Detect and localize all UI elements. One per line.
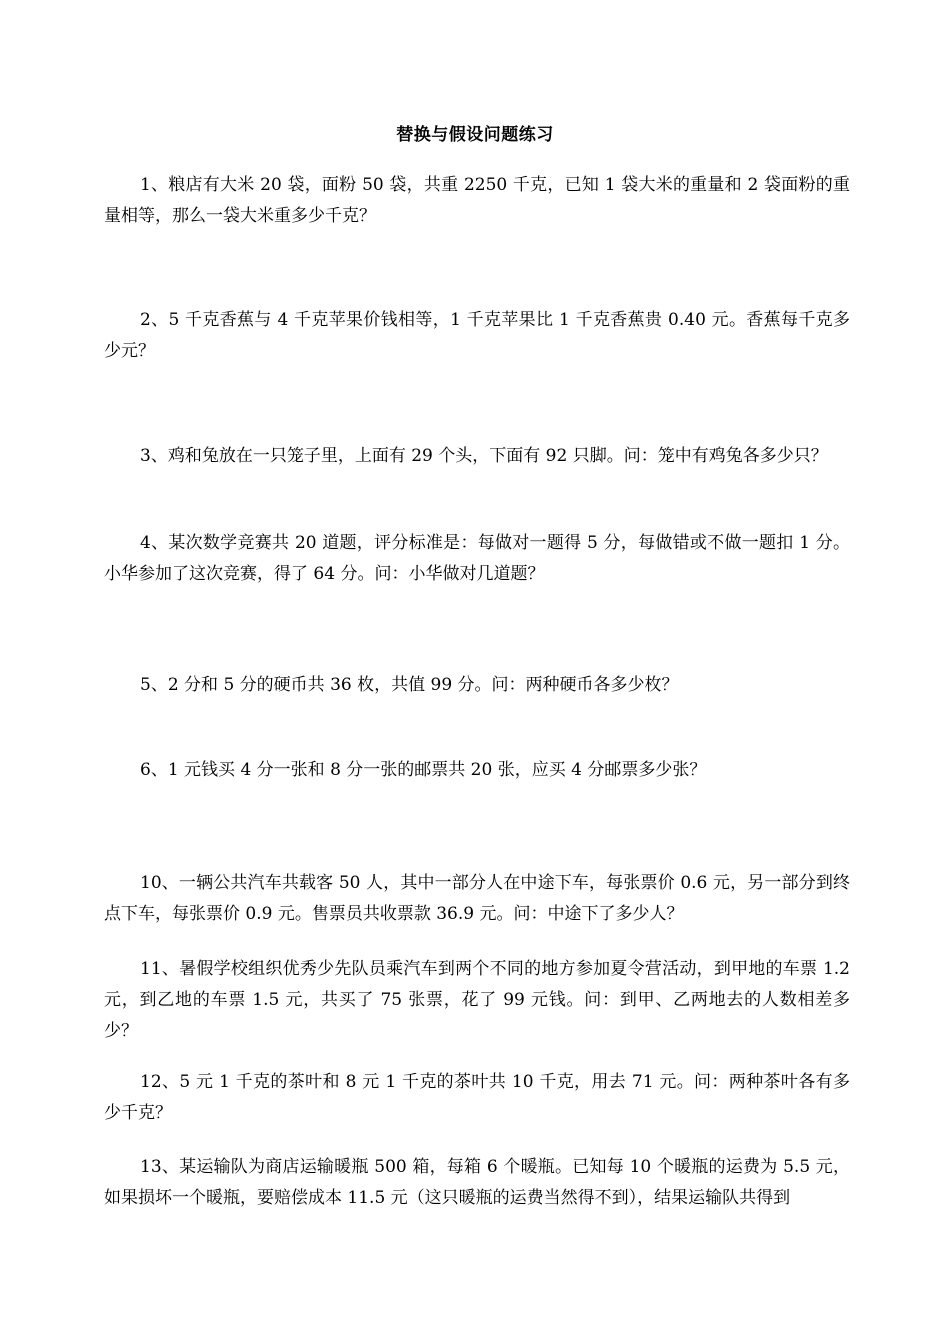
- problem-1: 1、粮店有大米 20 袋，面粉 50 袋，共重 2250 千克，已知 1 袋大米的重量和 2 袋面粉的重量相等，那么一袋大米重多少千克？: [104, 175, 850, 226]
- problem-12: 12、5 元 1 千克的茶叶和 8 元 1 千克的茶叶共 10 千克，用去 71 元。问：两种茶叶各有多少千克？: [104, 1072, 850, 1123]
- problem-11: 11、暑假学校组织优秀少先队员乘汽车到两个不同的地方参加夏令营活动，到甲地的车票 1.2 元，到乙地的车票 1.5 元，共买了 75 张票，花了 99 元钱。问：到甲、乙两地去的人数相差多少？: [104, 959, 850, 1041]
- problem-6: 6、1 元钱买 4 分一张和 8 分一张的邮票共 20 张，应买 4 分邮票多少张？: [140, 760, 707, 780]
- problem-4: 4、某次数学竞赛共 20 道题，评分标准是：每做对一题得 5 分，每做错或不做一题扣 1 分。小华参加了这次竞赛，得了 64 分。问：小华做对几道题？: [104, 533, 850, 584]
- problem-5: 5、2 分和 5 分的硬币共 36 枚，共值 99 分。问：两种硬币各多少枚？: [140, 675, 679, 695]
- problem-13: 13、某运输队为商店运输暖瓶 500 箱，每箱 6 个暖瓶。已知每 10 个暖瓶的运费为 5.5 元，如果损坏一个暖瓶，要赔偿成本 11.5 元（这只暖瓶的运费当然得不到），结果运输队共得到: [104, 1157, 850, 1208]
- problem-3: 3、鸡和兔放在一只笼子里，上面有 29 个头，下面有 92 只脚。问：笼中有鸡兔各多少只？: [140, 446, 828, 466]
- page-title: 替换与假设问题练习: [396, 125, 554, 145]
- problem-10: 10、一辆公共汽车共载客 50 人，其中一部分人在中途下车，每张票价 0.6 元，另一部分到终点下车，每张票价 0.9 元。售票员共收票款 36.9 元。问：中途下了多少人？: [104, 873, 850, 924]
- problem-2: 2、5 千克香蕉与 4 千克苹果价钱相等，1 千克苹果比 1 千克香蕉贵 0.40 元。香蕉每千克多少元？: [104, 310, 850, 361]
